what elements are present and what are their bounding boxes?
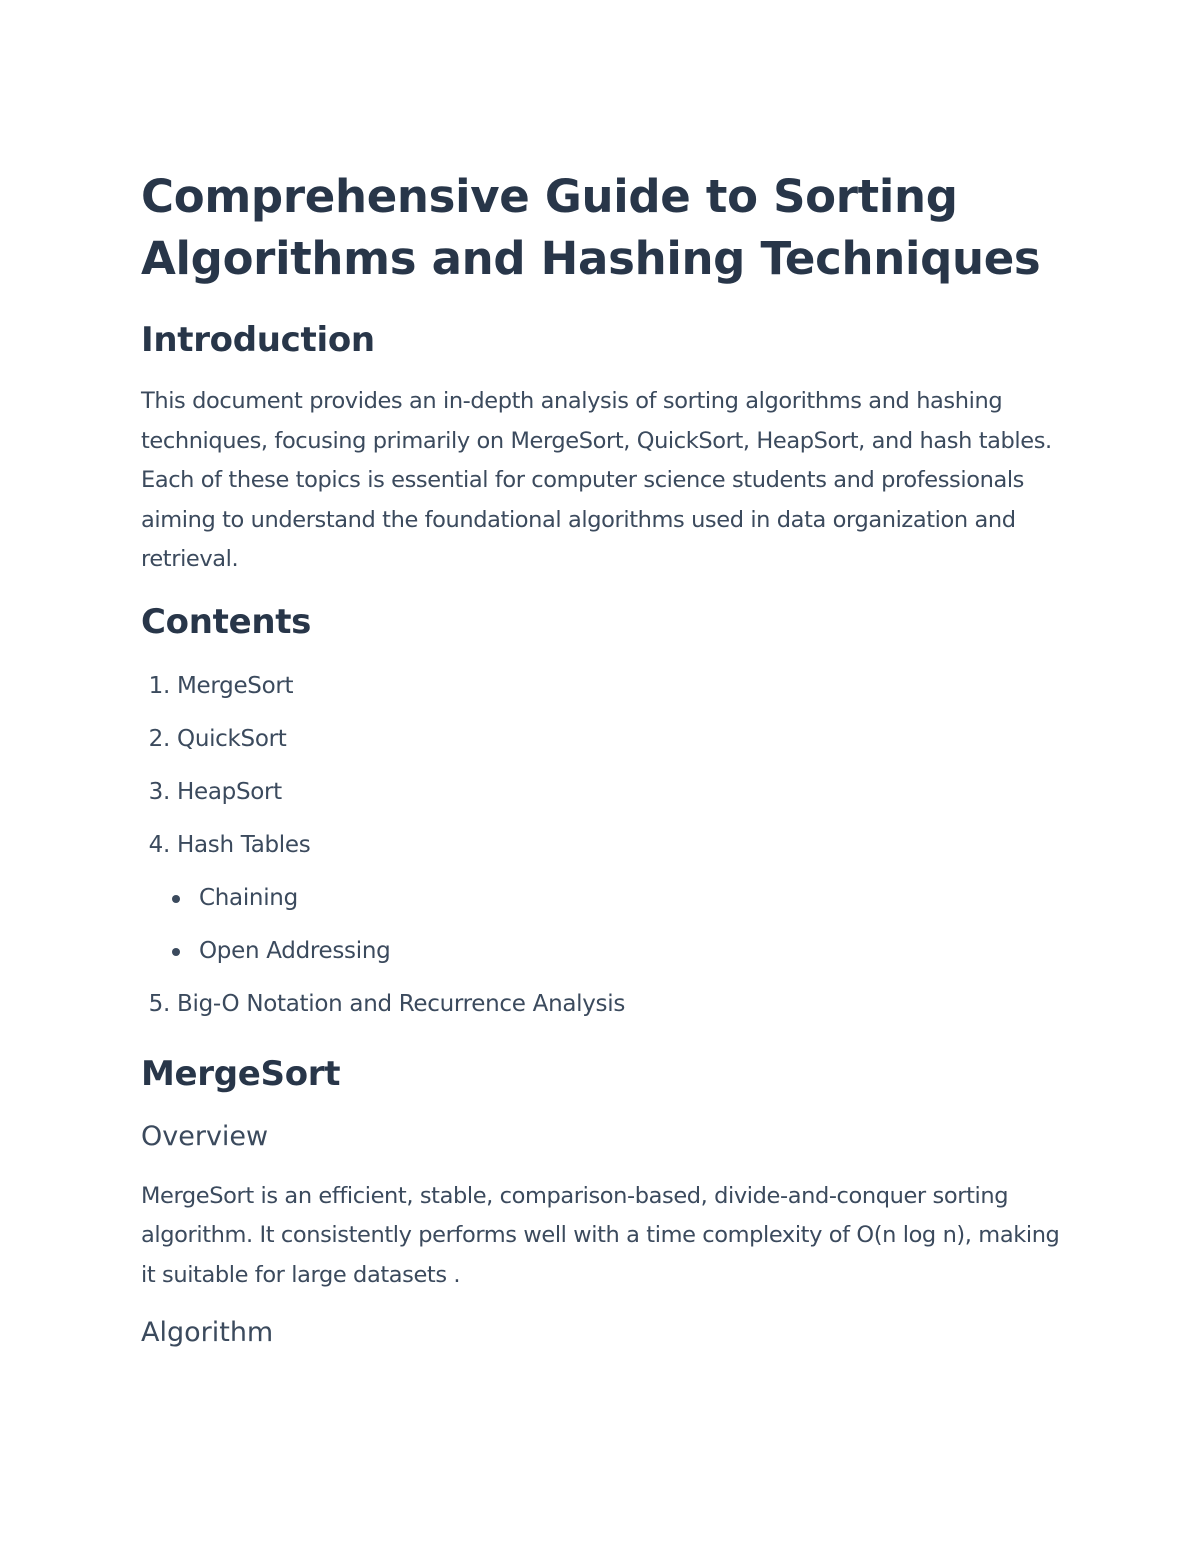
toc-item-hash-tables <box>141 819 1071 978</box>
document-title: Comprehensive Guide to Sorting Algorithms and Hashing Techniques <box>141 170 1041 285</box>
introduction-heading: Introduction <box>141 320 375 360</box>
toc-item-number: 4. <box>148 831 170 858</box>
document-page <box>141 166 1071 1353</box>
toc-item-label: Hash Tables <box>177 831 311 858</box>
bullet-icon <box>172 948 180 956</box>
toc-item-heapsort <box>141 766 1071 819</box>
toc-subitem-open-addressing <box>141 925 1071 978</box>
toc-item-label: MergeSort <box>177 672 294 699</box>
toc-item-mergesort <box>141 660 1071 713</box>
toc-subitem-chaining <box>141 872 1071 925</box>
bullet-icon <box>172 895 180 903</box>
toc-item-number: 2. <box>148 725 170 752</box>
toc-item-label: HeapSort <box>177 778 282 805</box>
toc-item-label: Big-O Notation and Recurrence Analysis <box>177 990 625 1017</box>
toc-item-number: 1. <box>148 672 170 699</box>
toc-item-number: 5. <box>148 990 170 1017</box>
overview-subheading: Overview <box>141 1120 269 1152</box>
toc-item-big-o <box>141 978 1071 1031</box>
contents-heading: Contents <box>141 601 312 642</box>
toc-item-quicksort <box>141 713 1071 766</box>
introduction-paragraph: This document provides an in-depth analysis of sorting algorithms and hashing techniques, focusing primarily on MergeSort, QuickSort, HeapSort, and hash tables. Each of these topics is essential for computer science students and professionals aiming to understand the foundational algorithms used in data organization and retrieval. <box>141 388 1052 572</box>
toc-subitem-label: Chaining <box>199 884 298 911</box>
toc-subitem-label: Open Addressing <box>199 937 391 964</box>
toc-item-label: QuickSort <box>177 725 287 752</box>
algorithm-subheading: Algorithm <box>141 1317 274 1348</box>
table-of-contents <box>141 660 1071 1031</box>
overview-paragraph: MergeSort is an efficient, stable, comparison-based, divide-and-conquer sorting algorithm. It consistently performs well with a time complexity of O(n log n), making it suitable for large datasets . <box>141 1182 1060 1288</box>
toc-item-number: 3. <box>148 778 170 805</box>
toc-sublist <box>141 872 1071 978</box>
mergesort-heading: MergeSort <box>141 1053 341 1094</box>
